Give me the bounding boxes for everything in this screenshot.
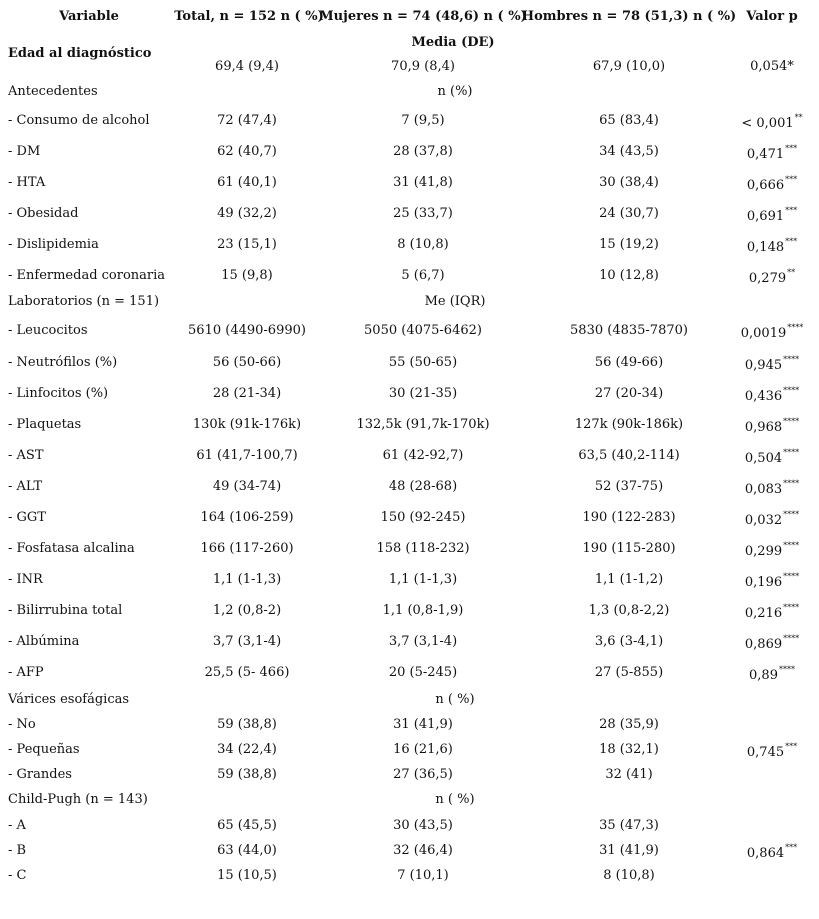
- significance-mark: ****: [778, 665, 795, 674]
- cell-total: 15 (10,5): [217, 868, 277, 883]
- row-label: - Obesidad: [8, 206, 79, 221]
- cell-hombres: 30 (38,4): [599, 175, 659, 190]
- significance-mark: ****: [783, 479, 800, 488]
- p-value: 0,666: [746, 178, 785, 193]
- row-label-edad: Edad al diagnóstico: [8, 46, 152, 61]
- significance-mark: ****: [783, 355, 800, 364]
- cell-mujeres: 31 (41,9): [393, 717, 453, 732]
- header-total: Total, n = 152 n ( %): [174, 9, 324, 24]
- significance-mark: ****: [783, 417, 800, 426]
- cell-mujeres: 158 (118-232): [376, 541, 470, 556]
- p-value: 0,945: [744, 358, 783, 373]
- p-value: 0,299: [744, 544, 783, 559]
- cell-total: 28 (21-34): [212, 386, 282, 401]
- cell-total: 5610 (4490-6990): [188, 323, 306, 338]
- p-value: 0,968: [744, 420, 783, 435]
- row-label: - ALT: [8, 479, 43, 494]
- cell-mujeres: 32 (46,4): [393, 843, 453, 858]
- cell-hombres: 8 (10,8): [603, 868, 655, 883]
- cell-hombres: 27 (5-855): [594, 665, 664, 680]
- section-label: Várices esofágicas: [8, 692, 130, 707]
- cell-total: 166 (117-260): [200, 541, 294, 556]
- row-label: - Plaquetas: [8, 417, 82, 432]
- row-label: - INR: [8, 572, 43, 587]
- significance-mark: ***: [785, 206, 798, 215]
- cell-hombres: 31 (41,9): [599, 843, 659, 858]
- cell-total: 1,1 (1-1,3): [212, 572, 282, 587]
- cell-mujeres: 20 (5-245): [388, 665, 458, 680]
- cell-hombres: 127k (90k-186k): [574, 417, 684, 432]
- p-value-cell: [744, 541, 800, 561]
- cell-mujeres: 28 (37,8): [393, 144, 453, 159]
- p-value-cell: [744, 448, 800, 468]
- p-value: 0,504: [744, 451, 783, 466]
- row-label: - B: [8, 843, 27, 858]
- significance-mark: **: [787, 268, 796, 277]
- section-stat: n ( %): [435, 692, 475, 707]
- significance-mark: **: [794, 113, 803, 122]
- significance-mark: ****: [783, 541, 800, 550]
- cell-hombres: 190 (122-283): [582, 510, 676, 525]
- p-value-cell: [746, 206, 798, 226]
- cell-hombres: 5830 (4835-7870): [570, 323, 688, 338]
- p-value-cell: [746, 175, 798, 195]
- p-value-cell: [746, 144, 798, 164]
- p-value: 0,216: [744, 606, 783, 621]
- cell-total: 61 (40,1): [217, 175, 277, 190]
- cell-total: 130k (91k-176k): [192, 417, 302, 432]
- cell-hombres: 52 (37-75): [594, 479, 664, 494]
- row-label: - Fosfatasa alcalina: [8, 541, 135, 556]
- cell-mujeres: 30 (21-35): [388, 386, 458, 401]
- row-label: - Leucocitos: [8, 323, 88, 338]
- row-label: - Albúmina: [8, 634, 80, 649]
- row-label: - Bilirrubina total: [8, 603, 123, 618]
- row-label: - GGT: [8, 510, 46, 525]
- p-value: 0,0019: [740, 326, 787, 341]
- p-value: < 0,001: [741, 116, 794, 131]
- significance-mark: ***: [785, 843, 798, 852]
- cell-total: 59 (38,8): [217, 767, 277, 782]
- p-value-cell: [746, 843, 798, 863]
- section-label: Child-Pugh (n = 143): [8, 792, 148, 807]
- p-value: 0,436: [744, 389, 783, 404]
- p-value: 0,196: [744, 575, 783, 590]
- section-label: Laboratorios (n = 151): [8, 294, 160, 309]
- row-label: - AFP: [8, 665, 44, 680]
- stat-media-de: Media (DE): [411, 35, 495, 50]
- cell-total: 56 (50-66): [212, 355, 282, 370]
- row-label: - Enfermedad coronaria: [8, 268, 166, 283]
- p-value-cell: [744, 417, 800, 437]
- header-valor-p: Valor p: [746, 9, 798, 24]
- row-label: - HTA: [8, 175, 46, 190]
- cell-hombres: 1,3 (0,8-2,2): [588, 603, 670, 618]
- cell-total: 61 (41,7-100,7): [196, 448, 298, 463]
- cell-hombres: 190 (115-280): [582, 541, 676, 556]
- p-value-cell: [740, 323, 804, 343]
- cell-hombres: 35 (47,3): [599, 818, 659, 833]
- row-label: - C: [8, 868, 27, 883]
- p-value-cell: [744, 572, 800, 592]
- cell-mujeres: 5050 (4075-6462): [364, 323, 482, 338]
- cell-hombres: 18 (32,1): [599, 742, 659, 757]
- header-variable: Variable: [59, 9, 119, 24]
- cell-total: 49 (32,2): [217, 206, 277, 221]
- section-label: Antecedentes: [8, 84, 98, 99]
- row-label: - DM: [8, 144, 41, 159]
- cell-mujeres: 150 (92-245): [380, 510, 466, 525]
- p-value-cell: [749, 665, 795, 685]
- cell-hombres: 1,1 (1-1,2): [594, 572, 664, 587]
- section-stat: Me (IQR): [424, 294, 486, 309]
- cell-hombres: 10 (12,8): [599, 268, 659, 283]
- row-label: - AST: [8, 448, 44, 463]
- p-value: 0,745: [746, 745, 785, 760]
- section-stat: n (%): [437, 84, 473, 99]
- p-value: 0,864: [746, 846, 785, 861]
- cell-hombres: 56 (49-66): [594, 355, 664, 370]
- p-value: 0,083: [744, 482, 783, 497]
- cell-mujeres: 7 (9,5): [401, 113, 445, 128]
- cell-mujeres: 48 (28-68): [388, 479, 458, 494]
- significance-mark: ****: [783, 510, 800, 519]
- significance-mark: ***: [785, 237, 798, 246]
- p-value: 0,279: [748, 271, 787, 286]
- significance-mark: ***: [785, 175, 798, 184]
- row-label: - Grandes: [8, 767, 72, 782]
- significance-mark: ****: [783, 386, 800, 395]
- edad-hombres: 67,9 (10,0): [592, 59, 666, 74]
- significance-mark: ****: [783, 572, 800, 581]
- cell-hombres: 32 (41): [605, 767, 653, 782]
- significance-mark: ****: [783, 634, 800, 643]
- p-value: 0,471: [746, 147, 785, 162]
- cell-total: 25,5 (5- 466): [204, 665, 290, 680]
- cell-total: 23 (15,1): [217, 237, 277, 252]
- cell-hombres: 34 (43,5): [599, 144, 659, 159]
- cell-mujeres: 3,7 (3,1-4): [388, 634, 458, 649]
- cell-total: 59 (38,8): [217, 717, 277, 732]
- cell-total: 34 (22,4): [217, 742, 277, 757]
- p-value-cell: [744, 386, 800, 406]
- p-value: 0,89: [749, 668, 778, 683]
- header-mujeres: Mujeres n = 74 (48,6) n ( %): [319, 9, 527, 24]
- cell-total: 65 (45,5): [217, 818, 277, 833]
- row-label: - Consumo de alcohol: [8, 113, 150, 128]
- row-label: - Dislipidemia: [8, 237, 99, 252]
- section-stat: n ( %): [435, 792, 475, 807]
- row-label: - No: [8, 717, 36, 732]
- p-value-cell: [746, 237, 798, 257]
- edad-total: 69,4 (9,4): [215, 59, 279, 74]
- cell-total: 62 (40,7): [217, 144, 277, 159]
- cell-mujeres: 25 (33,7): [393, 206, 453, 221]
- cell-mujeres: 16 (21,6): [393, 742, 453, 757]
- cell-mujeres: 30 (43,5): [393, 818, 453, 833]
- cell-total: 15 (9,8): [221, 268, 273, 283]
- cell-mujeres: 31 (41,8): [393, 175, 453, 190]
- p-value-cell: [744, 634, 800, 654]
- p-value: 0,691: [746, 209, 785, 224]
- p-value-cell: [744, 510, 800, 530]
- row-label: - Pequeñas: [8, 742, 80, 757]
- p-value-cell: [744, 355, 800, 375]
- significance-mark: ***: [785, 144, 798, 153]
- cell-hombres: 3,6 (3-4,1): [594, 634, 664, 649]
- cell-hombres: 28 (35,9): [599, 717, 659, 732]
- cell-hombres: 63,5 (40,2-114): [578, 448, 680, 463]
- cell-total: 49 (34-74): [212, 479, 282, 494]
- cell-hombres: 27 (20-34): [594, 386, 664, 401]
- p-value-cell: [741, 113, 803, 133]
- cell-mujeres: 1,1 (0,8-1,9): [382, 603, 464, 618]
- p-value-cell: [748, 268, 796, 288]
- significance-mark: ***: [785, 742, 798, 751]
- cell-total: 1,2 (0,8-2): [212, 603, 282, 618]
- edad-p-value: 0,054*: [750, 59, 794, 74]
- significance-mark: ****: [783, 603, 800, 612]
- p-value-cell: [744, 479, 800, 499]
- p-value: 0,148: [746, 240, 785, 255]
- p-value: 0,869: [744, 637, 783, 652]
- p-value: 0,032: [744, 513, 783, 528]
- p-value-cell: [746, 742, 798, 762]
- cell-mujeres: 55 (50-65): [388, 355, 458, 370]
- cell-mujeres: 27 (36,5): [393, 767, 453, 782]
- cell-mujeres: 5 (6,7): [401, 268, 445, 283]
- cell-hombres: 15 (19,2): [599, 237, 659, 252]
- cell-hombres: 24 (30,7): [599, 206, 659, 221]
- row-label: - Neutrófilos (%): [8, 355, 118, 370]
- p-value-cell: [744, 603, 800, 623]
- cell-total: 164 (106-259): [200, 510, 294, 525]
- significance-mark: ****: [787, 323, 804, 332]
- cell-mujeres: 1,1 (1-1,3): [388, 572, 458, 587]
- cell-mujeres: 61 (42-92,7): [382, 448, 464, 463]
- header-hombres: Hombres n = 78 (51,3) n ( %): [521, 9, 737, 24]
- edad-mujeres: 70,9 (8,4): [391, 59, 455, 74]
- cell-mujeres: 132,5k (91,7k-170k): [356, 417, 490, 432]
- cell-total: 72 (47,4): [217, 113, 277, 128]
- cell-hombres: 65 (83,4): [599, 113, 659, 128]
- row-label: - A: [8, 818, 26, 833]
- significance-mark: ****: [783, 448, 800, 457]
- cell-total: 3,7 (3,1-4): [212, 634, 282, 649]
- cell-mujeres: 8 (10,8): [397, 237, 449, 252]
- row-label: - Linfocitos (%): [8, 386, 109, 401]
- cell-mujeres: 7 (10,1): [397, 868, 449, 883]
- cell-total: 63 (44,0): [217, 843, 277, 858]
